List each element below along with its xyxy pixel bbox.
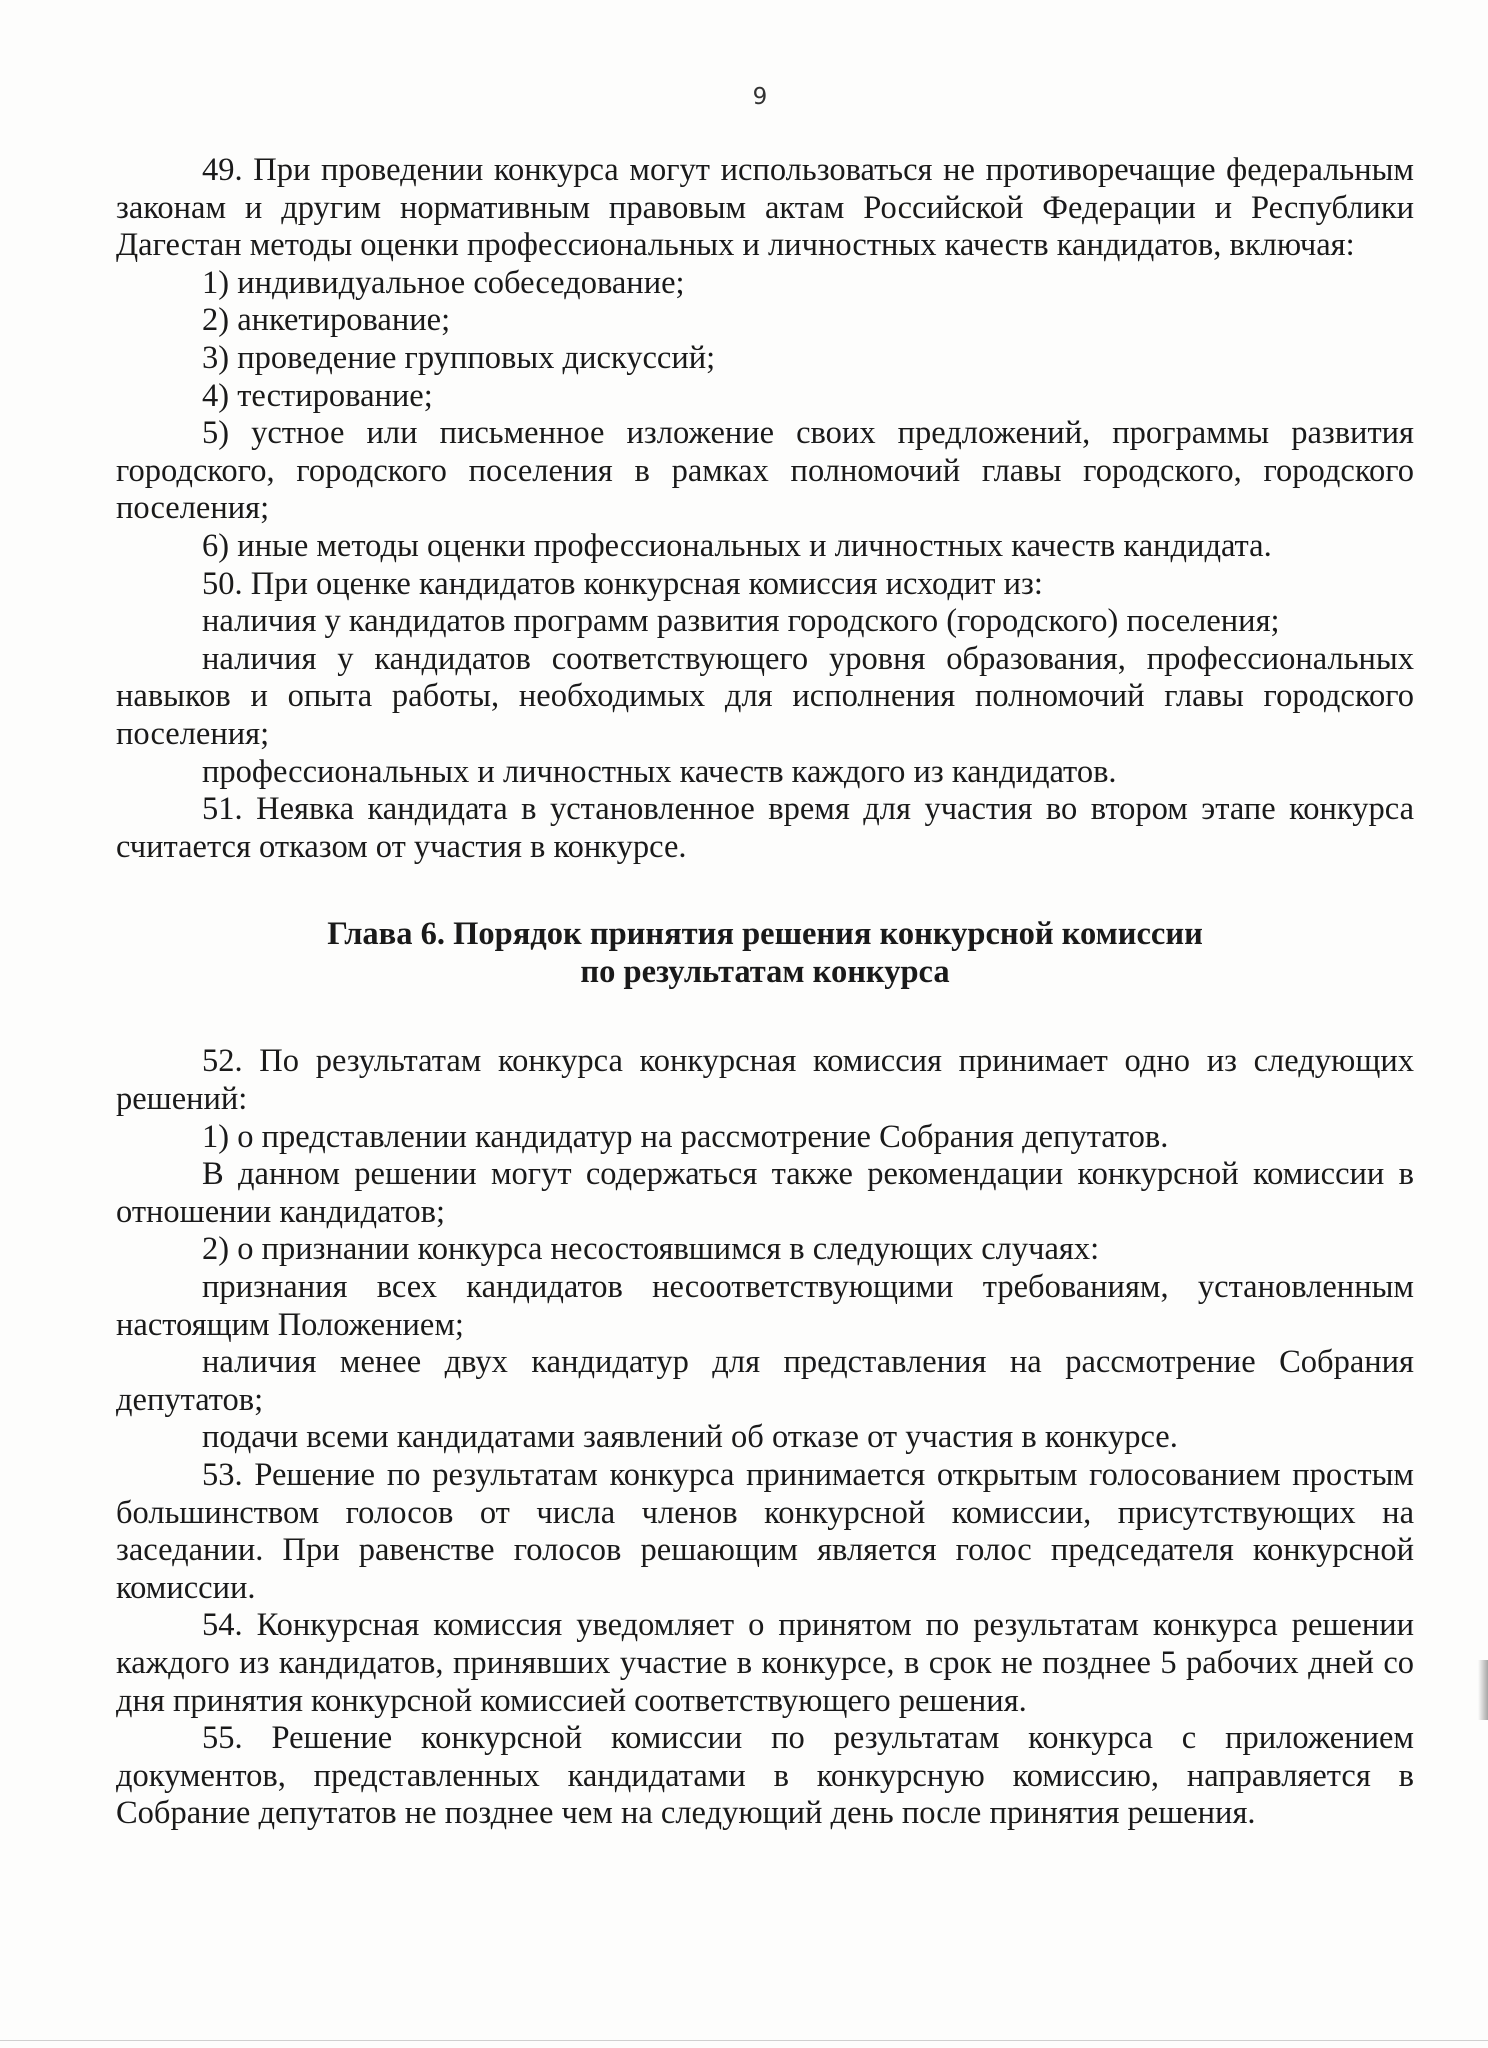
chapter-heading-line-2: по результатам конкурса [580,953,950,990]
list-item-6: 6) иные методы оценки профессиональных и личностных качеств кандидата. [202,527,1272,564]
criterion-programs: наличия у кандидатов программ развития городского (городского) поселения; [202,603,1280,640]
chapter-heading-line-1: Глава 6. Порядок принятия решения конкурсной комиссии [327,916,1203,953]
paragraph-49: 49. При проведении конкурса могут использоваться не противоречащие федеральным законам и другим нормативным правовым актам Российской Федерации и Республики Дагестан методы оценки профессиональных и личностных качеств кандидатов, включая: [116,152,1414,264]
paragraph-55: 55. Решение конкурсной комиссии по результатам конкурса с приложением документов, представленных кандидатами в конкурсную комиссию, направляется в Собрание депутатов не позднее чем на следующий день после принятия решения. [116,1720,1414,1832]
document-body [116,152,1414,1833]
paragraph-53: 53. Решение по результатам конкурса принимается открытым голосованием простым большинством голосов от числа членов конкурсной комиссии, присутствующих на заседании. При равенстве голосов решающим является голос председателя конкурсной комиссии. [116,1457,1414,1606]
page-number: 9 [752,84,768,110]
paragraph-50: 50. При оценке кандидатов конкурсная комиссия исходит из: [202,565,1043,602]
list-item-2: 2) анкетирование; [202,302,451,339]
list-item-5: 5) устное или письменное изложение своих предложений, программы развития городского, городского поселения в рамках полномочий главы городского, городского поселения; [116,415,1414,527]
list-item-3: 3) проведение групповых дискуссий; [202,339,716,376]
criterion-qualities: профессиональных и личностных качеств каждого из кандидатов. [202,753,1117,790]
paragraph-54: 54. Конкурсная комиссия уведомляет о принятом по результатам конкурса решении каждого из кандидатов, принявших участие в конкурсе, в срок не позднее 5 рабочих дней со дня принятия конкурсной комиссией соответствующего решения. [116,1607,1414,1719]
decision-2: 2) о признании конкурса несостоявшимся в следующих случаях: [202,1231,1100,1268]
chapter-heading [116,916,1414,991]
list-item-4: 4) тестирование; [202,377,433,414]
paragraph-51: 51. Неявка кандидата в установленное время для участия во втором этапе конкурса считается отказом от участия в конкурсе. [116,791,1414,865]
scan-edge-mark [1478,1660,1488,1720]
decision-1-note: В данном решении могут содержаться также рекомендации конкурсной комиссии в отношении кандидатов; [116,1156,1414,1230]
scan-bottom-edge [0,2040,1488,2041]
case-few-candidates: наличия менее двух кандидатур для представления на рассмотрение Собрания депутатов; [116,1344,1414,1418]
case-withdrawal: подачи всеми кандидатами заявлений об отказе от участия в конкурсе. [202,1419,1178,1456]
case-nonconforming: признания всех кандидатов несоответствующими требованиям, установленным настоящим Положением; [116,1269,1414,1343]
criterion-education: наличия у кандидатов соответствующего уровня образования, профессиональных навыков и опыта работы, необходимых для исполнения полномочий главы городского поселения; [116,640,1414,752]
paragraph-52: 52. По результатам конкурса конкурсная комиссия принимает одно из следующих решений: [116,1043,1414,1118]
list-item-1: 1) индивидуальное собеседование; [202,264,685,301]
decision-1: 1) о представлении кандидатур на рассмотрение Собрания депутатов. [202,1118,1169,1155]
